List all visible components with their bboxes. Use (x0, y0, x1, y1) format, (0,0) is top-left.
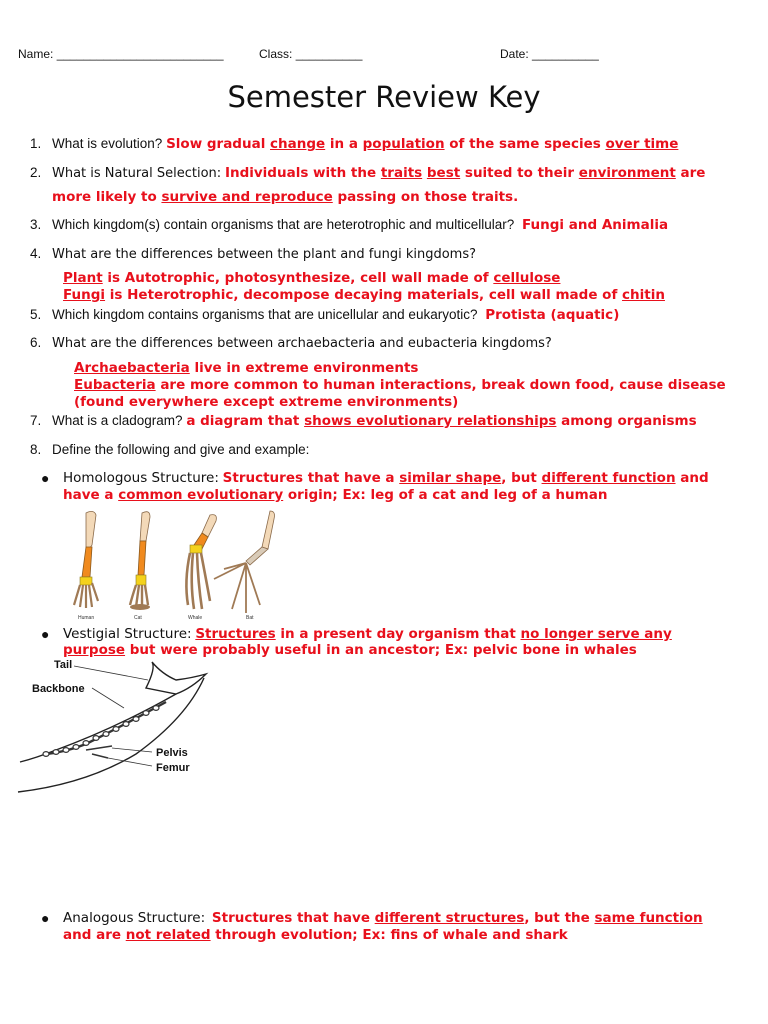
class-label: Class: (259, 47, 293, 61)
homologous-limbs-figure (64, 505, 284, 625)
question-8 (30, 441, 310, 458)
answer-text: a diagram that shows evolutionary relationships among organisms (186, 413, 697, 429)
term-label: Analogous Structure: (63, 910, 206, 926)
question-number: 4. (30, 246, 42, 261)
answer-text-line-2: more likely to survive and reproduce passing on those traits. (52, 189, 519, 205)
label-femur: Femur (156, 762, 190, 774)
question-text: What is a cladogram? (52, 413, 183, 428)
analogous-definition-line-2: and are not related through evolution; Ex: fins of whale and shark (63, 927, 568, 943)
vestigial-definition-line-2: purpose but were probably useful in an ancestor; Ex: pelvic bone in whales (63, 642, 637, 658)
whale-flipper (186, 515, 216, 609)
question-text: Which kingdom(s) contain organisms that are heterotrophic and multicellular? (52, 217, 515, 232)
answer-text: Slow gradual change in a population of the same species over time (166, 136, 679, 152)
homologous-definition (41, 469, 709, 487)
question-number: 2. (30, 165, 42, 180)
question-7 (30, 412, 697, 430)
answer-eubacteria-note: (found everywhere except extreme environments) (74, 394, 459, 410)
whale-skeleton-figure (16, 658, 216, 794)
homologous-definition-line-2: have a common evolutionary origin; Ex: leg of a cat and leg of a human (63, 487, 608, 503)
answer-fungi: Fungi is Heterotrophic, decompose decaying materials, cell wall made of chitin (63, 287, 665, 303)
page-title: Semester Review Key (227, 80, 541, 114)
question-5 (30, 306, 620, 324)
bullet-icon: ● (41, 626, 50, 642)
limb-label-human: Human (78, 615, 95, 621)
date-field (500, 47, 599, 61)
answer-plant: Plant is Autotrophic, photosynthesize, cell wall made of cellulose (63, 270, 561, 286)
question-number: 6. (30, 335, 42, 350)
answer-text: Fungi and Animalia (521, 217, 669, 233)
label-tail: Tail (54, 659, 73, 671)
question-text: What is Natural Selection: (52, 166, 222, 181)
limb-label-cat: Cat (134, 615, 142, 621)
question-4 (30, 245, 477, 263)
vestigial-definition (41, 625, 672, 643)
limb-label-whale: Whale (188, 615, 203, 621)
answer-eubacteria: Eubacteria are more common to human interactions, break down food, cause disease (74, 377, 726, 393)
class-field (259, 47, 362, 61)
question-number: 8. (30, 442, 42, 457)
question-number: 3. (30, 217, 42, 232)
name-field (18, 47, 224, 61)
answer-text: Structures that have different structures, but the same function (211, 910, 703, 926)
question-text: What is evolution? (52, 136, 163, 151)
question-1 (30, 135, 679, 153)
term-label: Homologous Structure: (63, 470, 219, 486)
bat-wing (214, 511, 275, 613)
answer-archaebacteria: Archaebacteria live in extreme environments (74, 360, 419, 376)
question-text: Which kingdom contains organisms that are unicellular and eukaryotic? (52, 307, 478, 322)
question-number: 7. (30, 413, 42, 428)
question-text: What are the differences between archaebacteria and eubacteria kingdoms? (52, 336, 552, 351)
bullet-icon: ● (41, 470, 50, 486)
name-label: Name: (18, 47, 54, 61)
answer-text: Protista (aquatic) (485, 307, 620, 323)
question-3 (30, 216, 669, 234)
term-label: Vestigial Structure: (63, 626, 192, 642)
human-arm (74, 511, 98, 608)
cat-leg (130, 512, 150, 610)
limb-label-bat: Bat (246, 615, 254, 621)
answer-text: Structures in a present day organism that no longer serve any (195, 626, 672, 642)
label-backbone: Backbone (32, 683, 85, 695)
name-blank: _________________________ (56, 47, 224, 61)
question-text: What are the differences between the plant and fungi kingdoms? (52, 247, 477, 262)
class-blank: __________ (295, 47, 363, 61)
question-2 (30, 164, 706, 182)
question-6 (30, 334, 552, 352)
question-text: Define the following and give and example: (52, 442, 310, 457)
answer-text: Structures that have a similar shape, but different function and (222, 470, 709, 486)
date-blank: __________ (532, 47, 599, 61)
analogous-definition (41, 909, 703, 927)
question-number: 5. (30, 307, 42, 322)
bullet-icon: ● (41, 910, 50, 926)
date-label: Date: (500, 47, 529, 61)
answer-text: Individuals with the traits best suited to their environment are (224, 165, 706, 181)
question-number: 1. (30, 136, 42, 151)
label-pelvis: Pelvis (156, 747, 188, 759)
